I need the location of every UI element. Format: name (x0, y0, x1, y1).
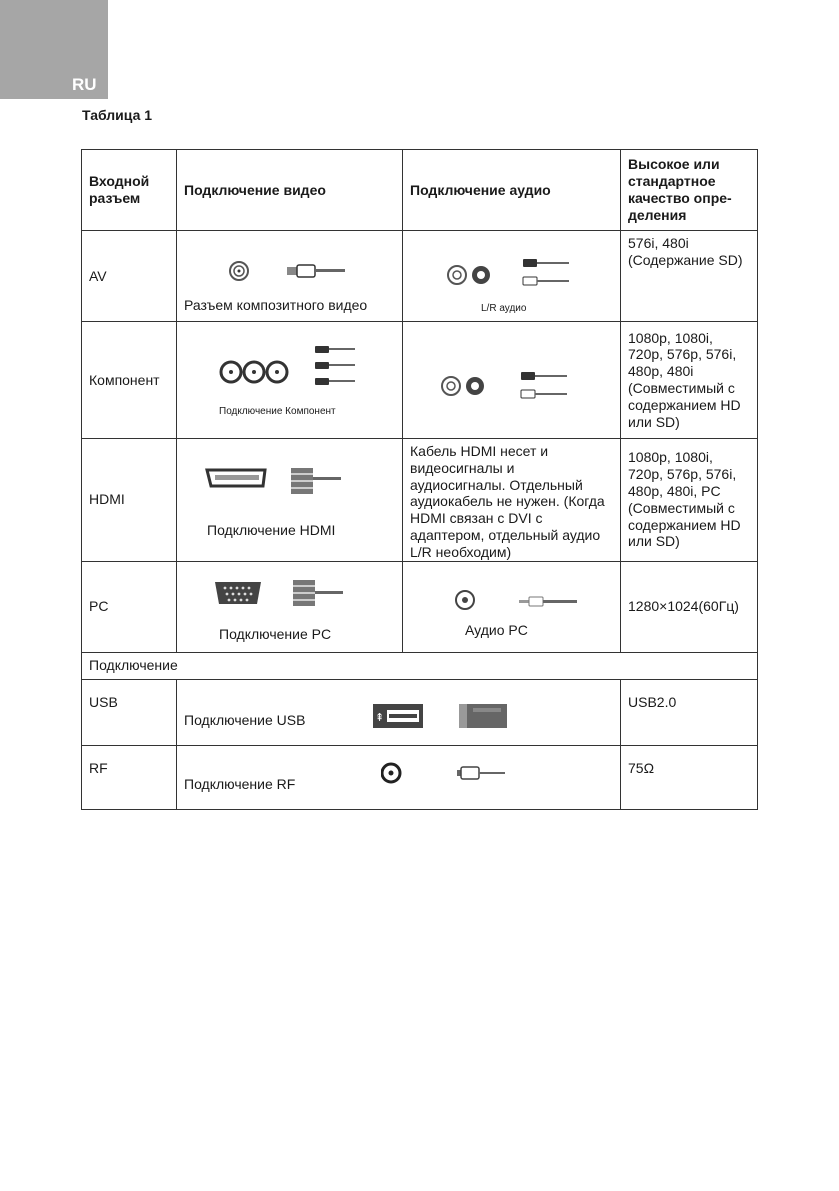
row-name: Компонент (82, 322, 177, 439)
video-label: Подключение Компонент (219, 406, 336, 417)
header-quality: Высокое или стандартное качество опре-деления (621, 150, 758, 231)
row-name: HDMI (82, 439, 177, 562)
row-name: PC (82, 561, 177, 652)
video-label: Подключение PC (219, 625, 332, 642)
video-label: Разъем композитного видео (184, 297, 368, 313)
hdmi-connector-icon (205, 466, 355, 498)
vga-connector-icon (213, 576, 363, 612)
video-label: Подключение HDMI (207, 521, 336, 538)
header-audio: Подключение аудио (403, 150, 621, 231)
audio-label: L/R аудио (481, 303, 527, 314)
quality-value: 1080p, 1080i, 720p, 576p, 576i, 480p, 480i (Совместимый с содержанием HD или SD) (621, 322, 758, 439)
header-input: Входной разъем (82, 150, 177, 231)
table-row (82, 745, 758, 809)
table-row (82, 231, 758, 322)
svg-text:⇞: ⇞ (375, 710, 385, 724)
section-row (82, 652, 758, 679)
usb-label: Подключение USB (184, 711, 306, 728)
usb-connector-icon (373, 702, 523, 732)
header-video: Подключение видео (177, 150, 403, 231)
component-connector-icon (217, 342, 367, 392)
rf-connector-icon (381, 762, 511, 788)
table-row (82, 322, 758, 439)
composite-connector-icon (227, 261, 357, 285)
connections-table (81, 149, 758, 810)
table-row (82, 439, 758, 562)
rf-label: Подключение RF (184, 775, 296, 792)
audio-lr-connector-icon (443, 257, 573, 291)
audio-label: Аудио PC (465, 621, 528, 638)
row-name: RF (82, 745, 177, 809)
quality-value: 75Ω (621, 745, 758, 809)
row-name: AV (82, 231, 177, 322)
audio-text: Кабель HDMI несет и видеосигналы и аудиосигналы. Отдельный аудиокабель не нужен. (Когда HDMI связан с DVI с адаптером, отдельный аудио L/R необходим) (403, 439, 621, 562)
quality-value: 1280×1024(60Гц) (621, 561, 758, 652)
quality-value: USB2.0 (621, 679, 758, 745)
row-name: USB (82, 679, 177, 745)
pc-audio-connector-icon (453, 588, 583, 618)
table-row (82, 679, 758, 745)
component-audio-connector-icon (437, 370, 571, 406)
table-row (82, 561, 758, 652)
table-caption: Таблица 1 (82, 107, 153, 123)
section-label: Подключение (82, 652, 758, 679)
language-tab (0, 0, 108, 99)
header-row (82, 150, 758, 231)
quality-value: 576i, 480i (Содержание SD) (621, 231, 758, 322)
language-code: RU (72, 75, 97, 94)
quality-value: 1080p, 1080i, 720p, 576p, 576i, 480p, 480i, PC (Совместимый с содержанием HD или SD) (621, 439, 758, 562)
